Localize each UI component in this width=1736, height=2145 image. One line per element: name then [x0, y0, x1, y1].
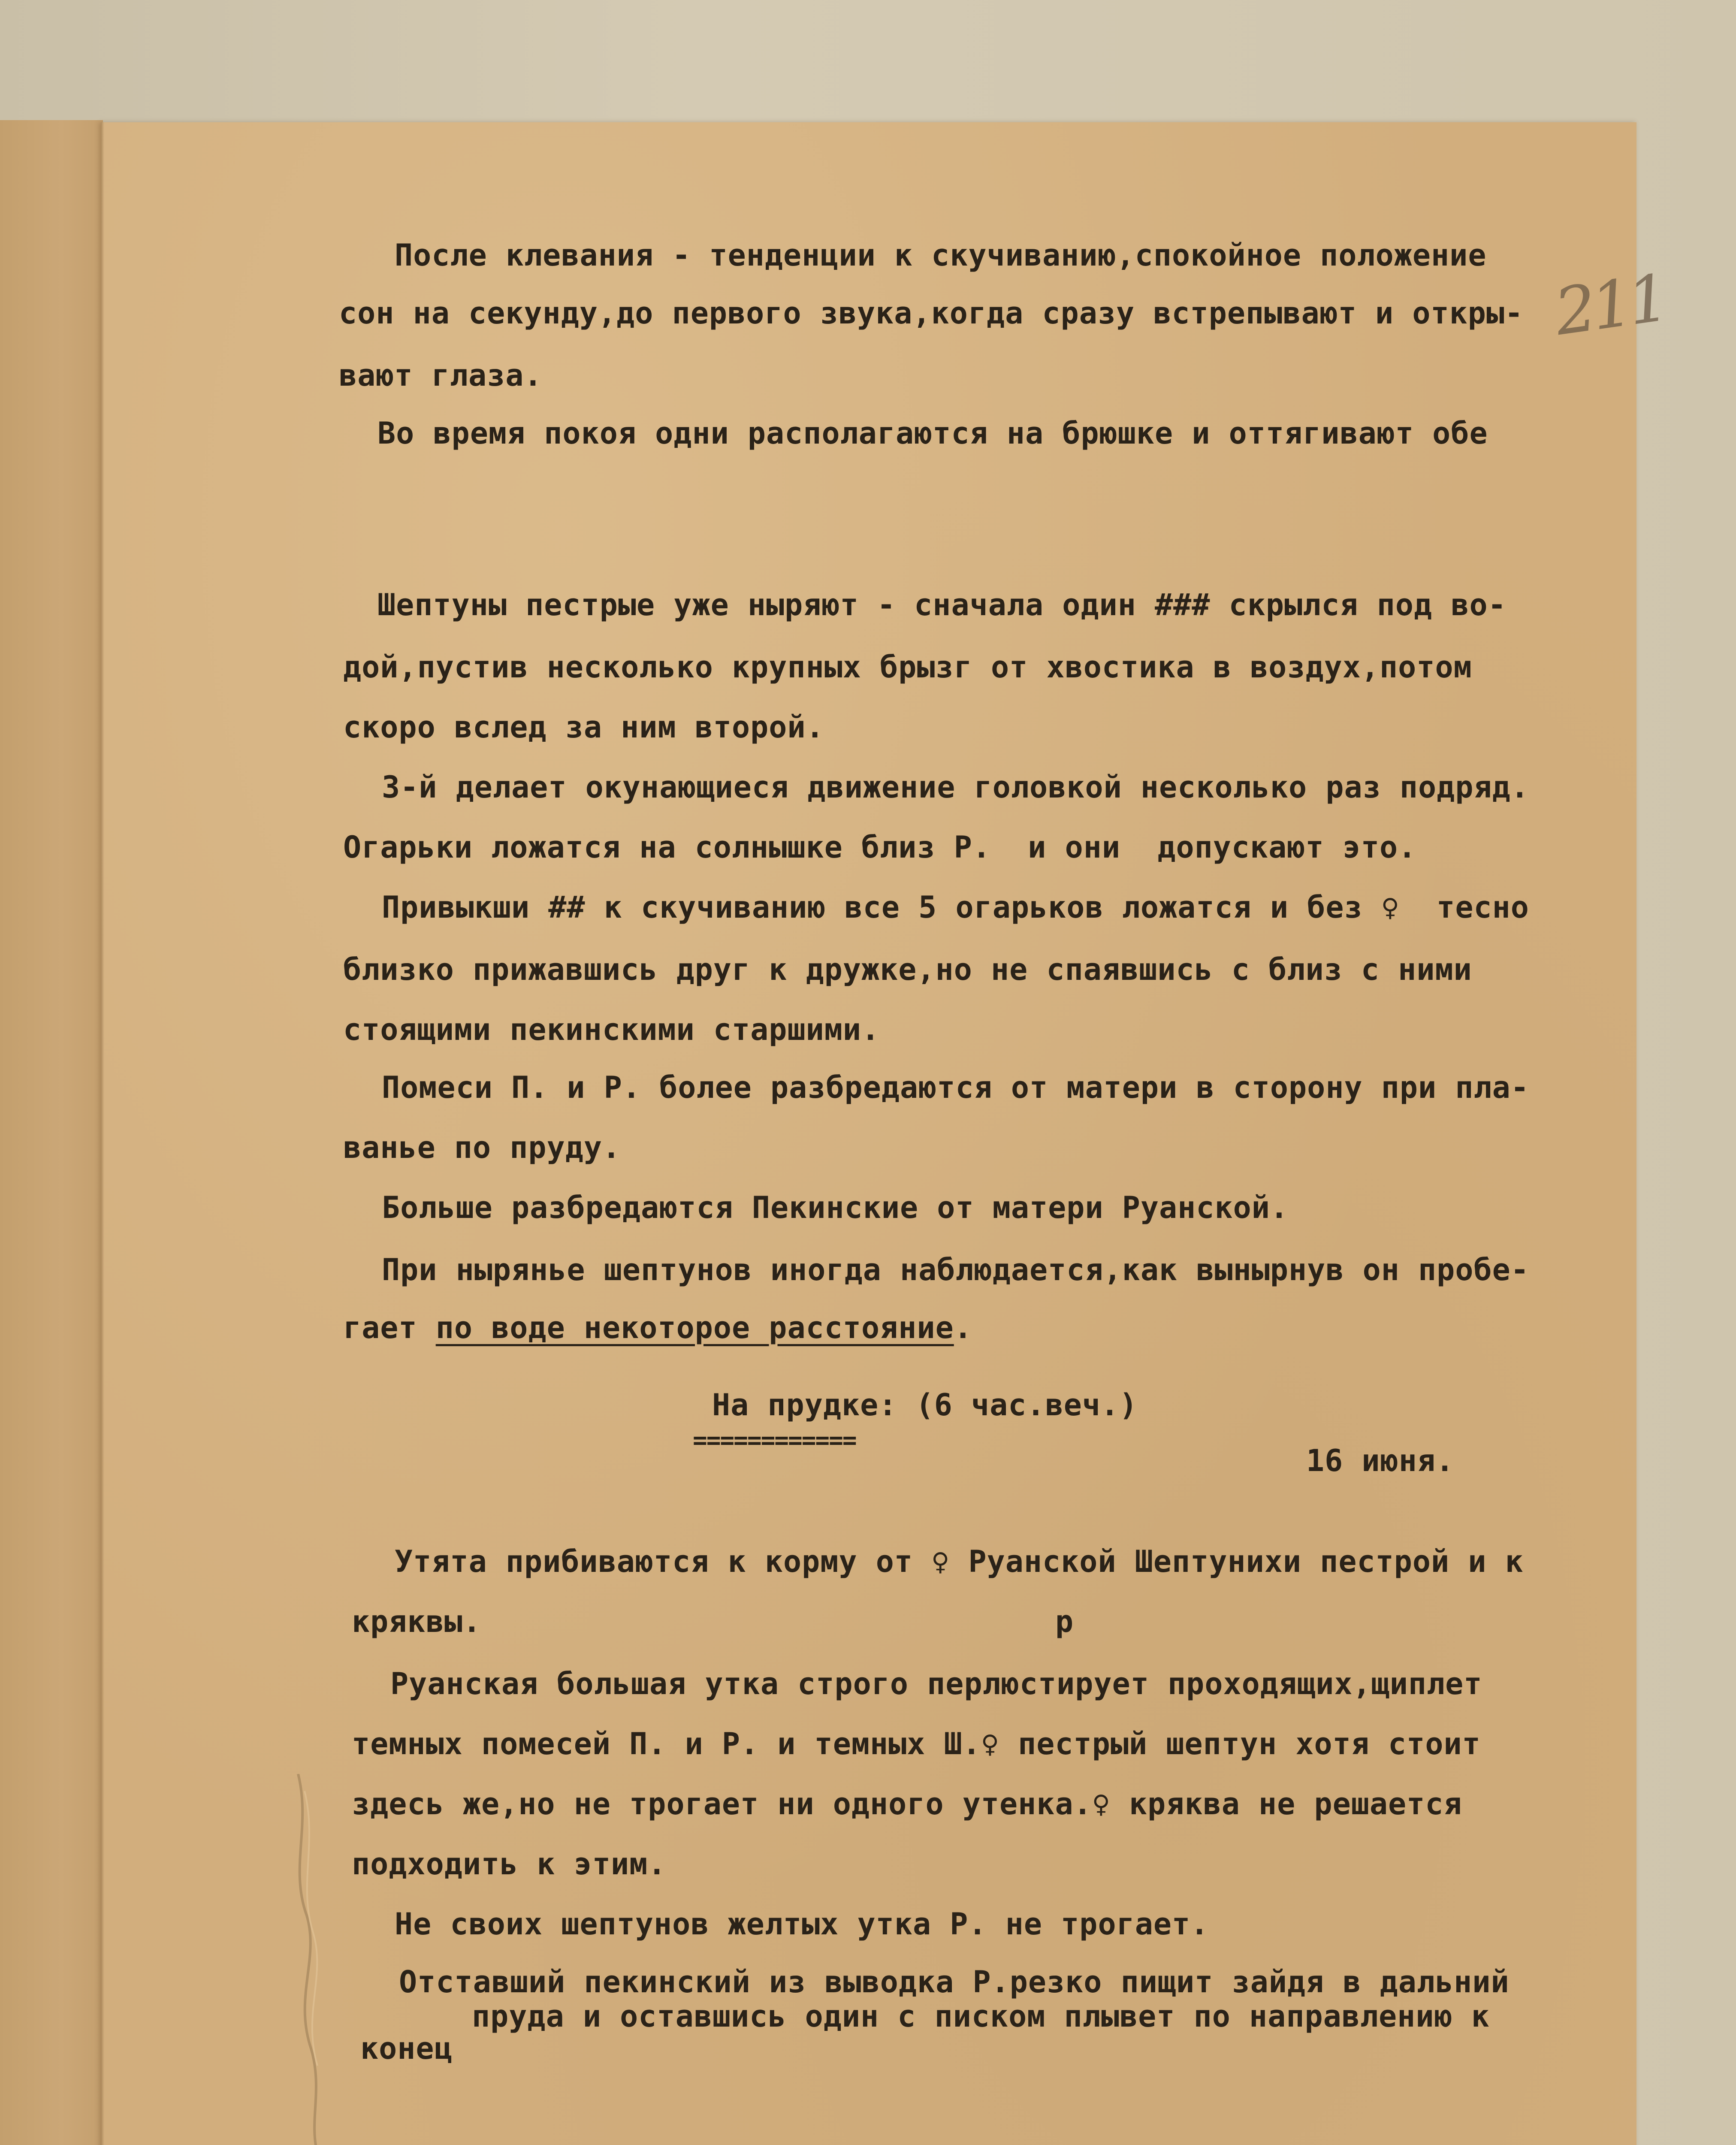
interlinear-note: р	[1055, 1604, 1074, 1639]
text-line: скоро вслед за ним второй.	[343, 710, 824, 745]
left-page-edge	[0, 120, 103, 2145]
text-line: кряквы.	[352, 1604, 482, 1639]
text-line: стоящими пекинскими старшими.	[343, 1012, 880, 1047]
text-line: Не своих шептунов желтых утка Р. не трогает.	[395, 1906, 1209, 1942]
text-line: Больше разбредаются Пекинские от матери Руанской.	[382, 1190, 1289, 1225]
text-line: сон на секунду,до первого звука,когда сразу встрепывают и откры-	[339, 296, 1524, 331]
underlined-phrase: по воде некоторое расстояние	[435, 1310, 954, 1345]
text-line: 3-й делает окунающиеся движение головкой несколько раз подряд.	[382, 770, 1529, 805]
text-line: Во время покоя одни располагаются на брюшке и оттягивают обе	[377, 416, 1488, 451]
text-line: конец	[360, 2031, 453, 2066]
section-heading: На прудке: (6 час.веч.)	[712, 1387, 1138, 1423]
folio-number: 211	[1550, 261, 1670, 350]
text-line: Шептуны пестрые уже ныряют - сначала один ### скрылся под во-	[377, 587, 1507, 622]
typewritten-page	[101, 122, 1670, 2145]
text-line: При нырянье шептунов иногда наблюдается,как вынырнув он пробе-	[382, 1252, 1529, 1287]
text-line: пруда и оставшись один с писком плывет по направлению к	[472, 1999, 1490, 2034]
text-line: вают глаза.	[339, 358, 543, 393]
text-span: гает	[343, 1310, 436, 1345]
text-line: Руанская большая утка строго перлюстирует проходящих,щиплет	[390, 1666, 1482, 1701]
text-line	[343, 1310, 972, 1345]
text-line: близко прижавшись друг к дружке,но не спаявшись с близ с ними	[343, 952, 1472, 987]
text-line: темных помесей П. и Р. и темных Ш.♀ пестрый шептун хотя стоит	[352, 1726, 1481, 1761]
date-label: 16 июня.	[1306, 1443, 1455, 1478]
text-line: здесь же,но не трогает ни одного утенка.♀ кряква не решается	[352, 1786, 1462, 1822]
text-line: дой,пустив несколько крупных брызг от хвостика в воздух,потом	[343, 650, 1472, 685]
text-line: Привыкши ## к скучиванию все 5 огарьков ложатся и без ♀ тесно	[382, 890, 1529, 925]
text-line: После клевания - тенденции к скучиванию,спокойное положение	[395, 238, 1487, 273]
heading-double-rule: ============	[693, 1426, 856, 1454]
text-line: Отставший пекинский из выводка Р.резко пищит зайдя в дальний	[399, 1964, 1510, 2000]
paper-crease	[281, 1774, 367, 2145]
text-span: .	[954, 1310, 972, 1345]
text-line: подходить к этим.	[352, 1846, 667, 1882]
text-line: Помеси П. и Р. более разбредаются от матери в сторону при пла-	[382, 1070, 1529, 1105]
text-line: ванье по пруду.	[343, 1130, 621, 1165]
text-line: Утята прибиваются к корму от ♀ Руанской Шептунихи пестрой и к	[395, 1544, 1524, 1579]
text-line: Огарьки ложатся на солнышке близ Р. и они допускают это.	[343, 830, 1417, 865]
page-fold-shadow	[101, 122, 104, 2145]
